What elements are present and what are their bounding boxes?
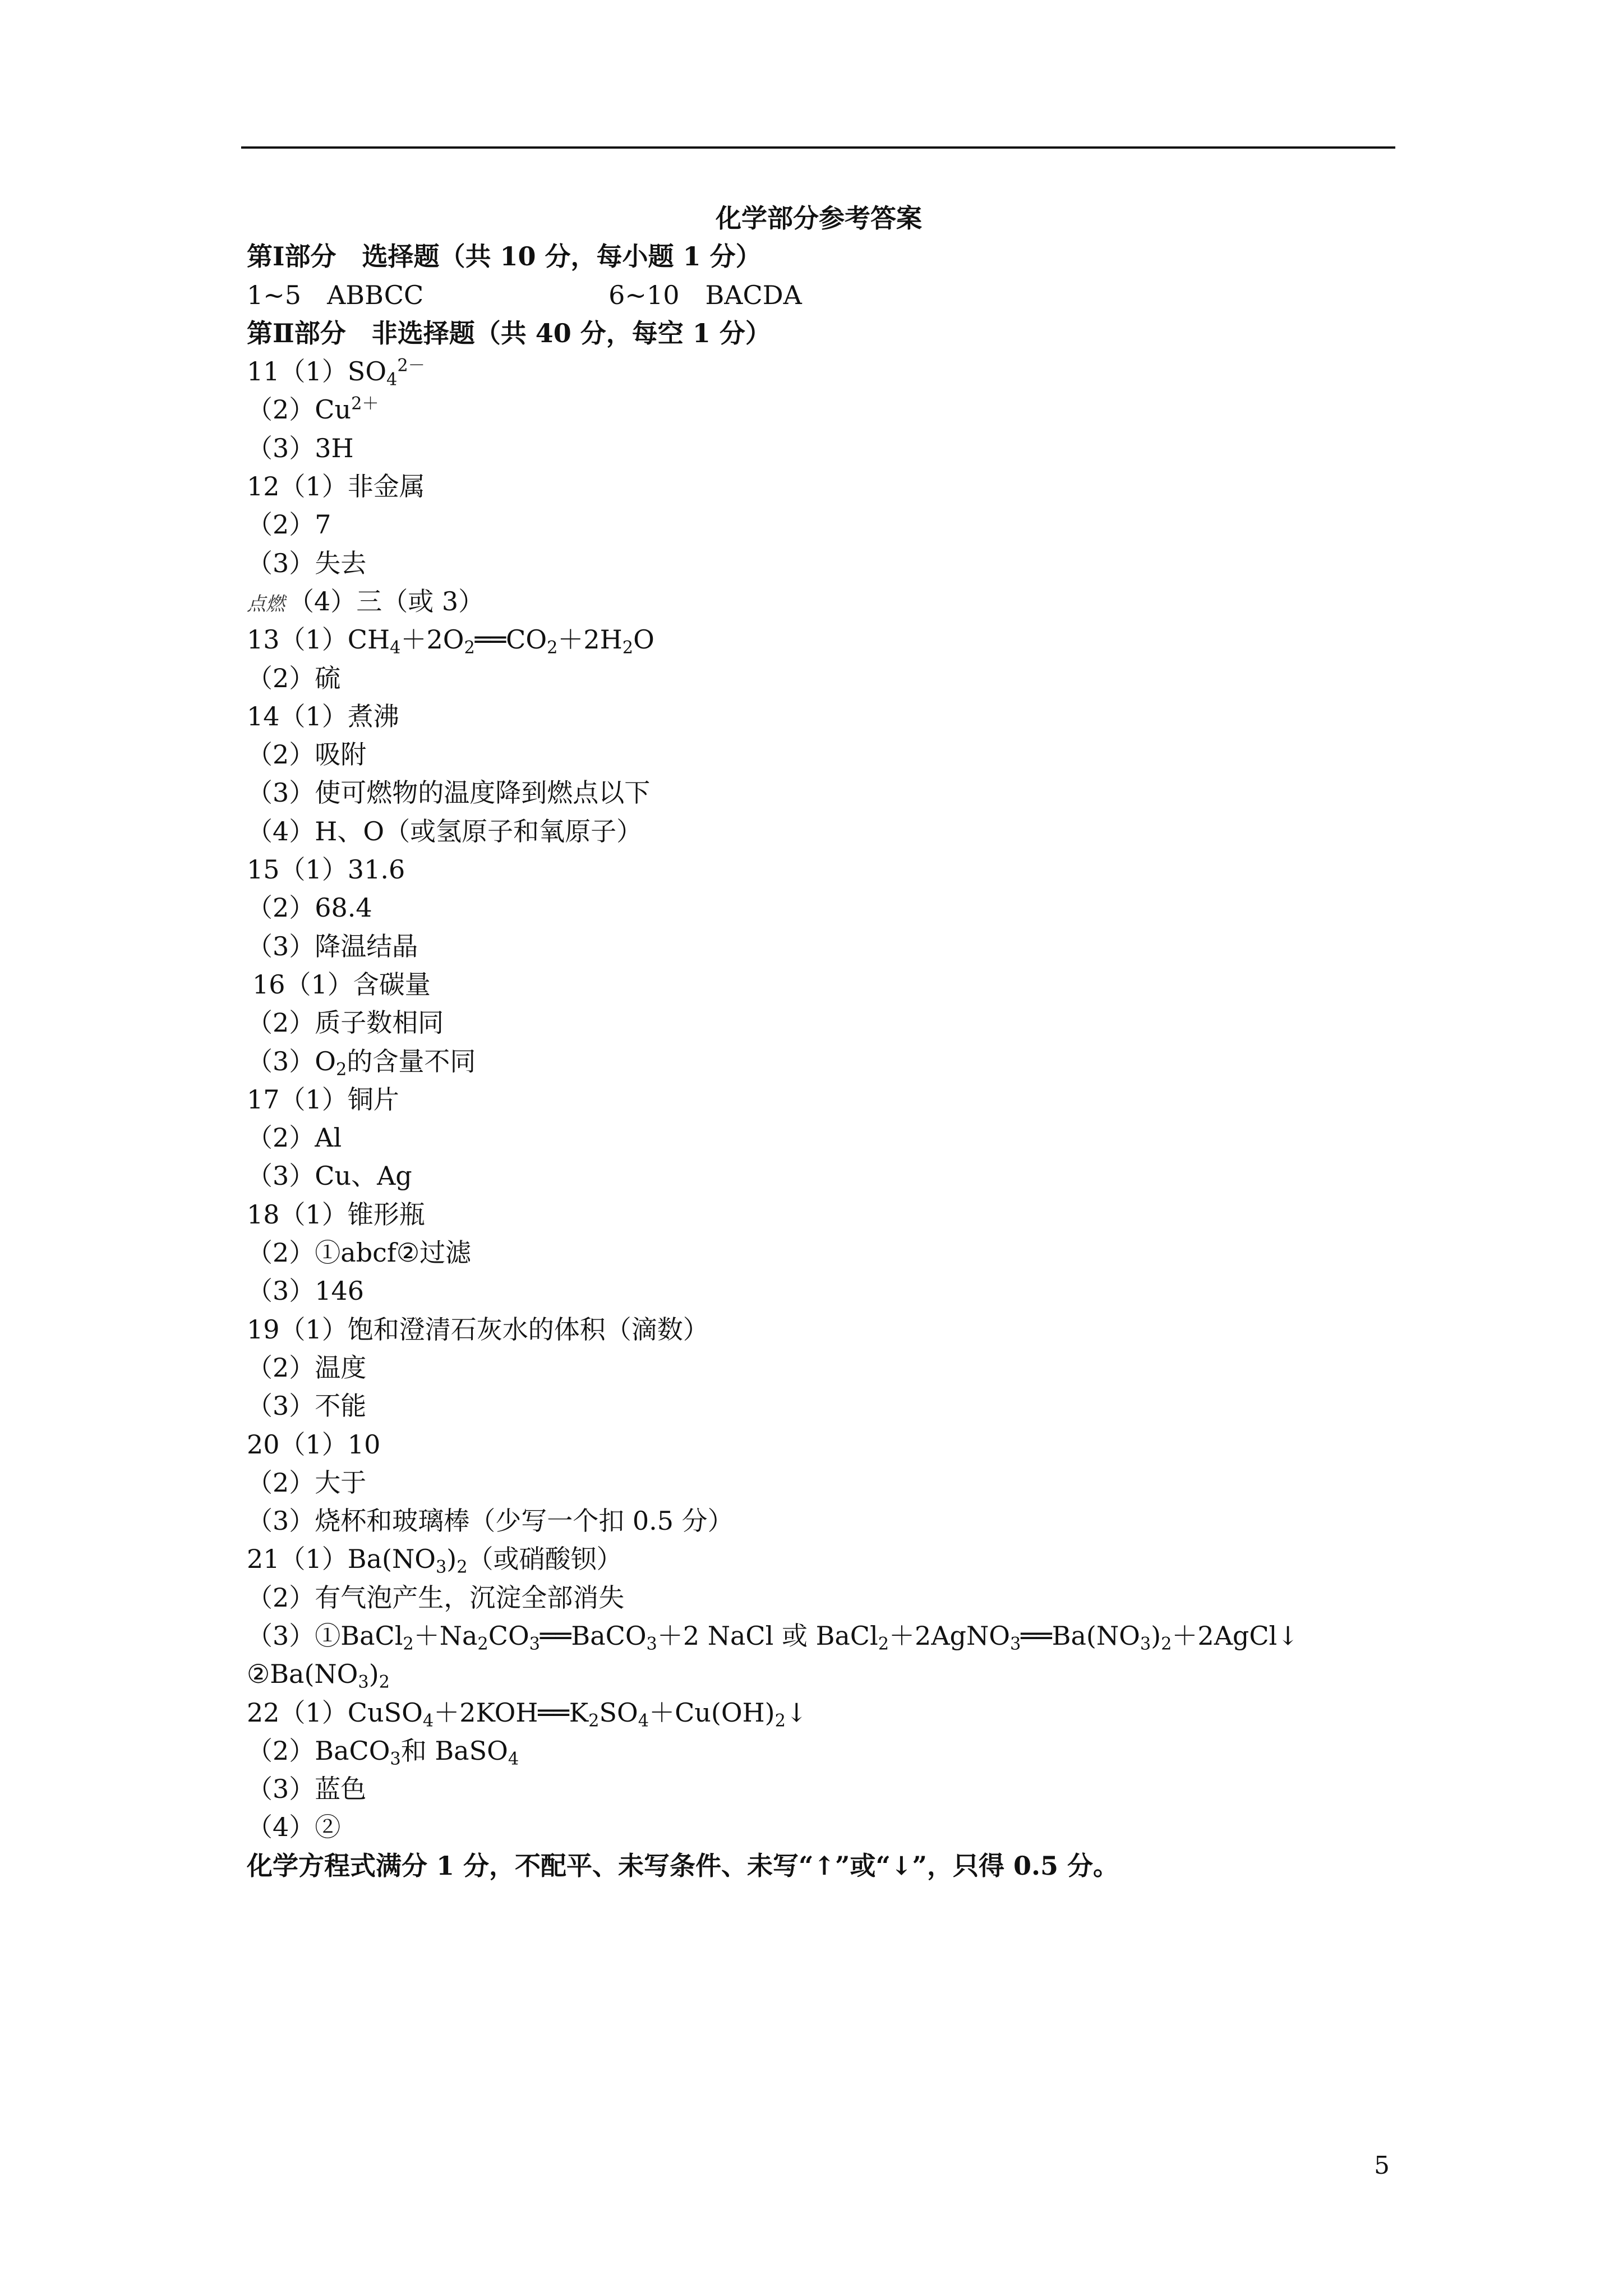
q12-2: （2）7 [247,509,331,540]
q16-1: 16（1）含碳量 [252,969,431,1000]
header-rule [241,146,1395,149]
q18-2: （2）①abcf②过滤 [247,1237,472,1268]
q17-1: 17（1）铜片 [247,1084,399,1115]
q13-2: （2）硫 [247,662,341,693]
q12-1: 12（1）非金属 [247,471,425,502]
q15-2: （2）68.4 [247,892,372,923]
q11-2: $(2)Cu^{2+}$ [247,394,379,425]
q22-4: （4）② [247,1812,341,1843]
q21-4: $②Ba(NO_3)_2$ [247,1659,390,1692]
page-number: 5 [1374,2151,1390,2180]
q12-3: （3）失去 [247,547,367,578]
page-title: 化学部分参考答案 [716,203,922,233]
answer-key [247,199,1413,1885]
part2-heading: 第Ⅱ部分 非选择题（共 40 分，每空 1 分） [247,318,771,348]
q15-3: （3）降温结晶 [247,931,418,961]
q17-3: （3）Cu、Ag [247,1161,412,1191]
q22-1: $22(1)CuSO_4+2KOH══K_2SO_4+Cu(OH)_2↓$ [247,1697,808,1731]
choice-range2: 6~10 BACDA [608,279,802,310]
q14-2: （2）吸附 [247,739,367,770]
q16-3: $(3)O_2$的含量不同 [247,1046,476,1080]
q13-1: $13(1)CH_4+2O_2══CO_2+2H_2O$ [247,624,654,658]
q11-1: $11(1)SO_4^{2-}$ [247,356,426,390]
q19-1: 19（1）饱和澄清石灰水的体积（滴数） [247,1314,709,1345]
q22-3: （3）蓝色 [247,1774,367,1805]
choice-range1: 1~5 ABBCC [247,279,424,310]
q19-3: （3）不能 [247,1391,367,1421]
q20-2: （2）大于 [247,1467,367,1498]
q12-4: 点燃 （4）三（或 3） [247,586,485,616]
q20-3: （3）烧杯和玻璃棒（少写一个扣 0.5 分） [247,1506,734,1536]
q21-3: $(3)①BaCl_2+Na_2CO_3══BaCO_3+2$ NaCl 或 $BaCl_2+2AgNO_3══Ba(NO_3)_2+2AgCl↓$ [247,1620,1299,1654]
ignition-mark: 点燃 [247,592,285,615]
q18-1: 18（1）锥形瓶 [247,1199,425,1230]
part1-heading: 第Ⅰ部分 选择题（共 10 分，每小题 1 分） [247,241,762,272]
q15-1: 15（1）31.6 [247,854,405,885]
q14-3: （3）使可燃物的温度降到燃点以下 [247,777,651,808]
q17-2: （2）Al [247,1122,342,1153]
q21-1: $21(1)Ba(NO_3)_2$（或硝酸钡） [247,1544,623,1577]
scoring-note: 化学方程式满分 1 分，不配平、未写条件、未写“↑”或“↓”，只得 0.5 分。 [247,1850,1119,1881]
q14-4: （4）H、O（或氢原子和氧原子） [247,816,643,846]
q19-2: （2）温度 [247,1352,367,1383]
q21-2: （2）有气泡产生，沉淀全部消失 [247,1582,625,1613]
choice-answers [247,276,1413,314]
q20-1: 20（1）10 [247,1429,381,1460]
q16-2: （2）质子数相同 [247,1007,444,1038]
q18-3: （3）146 [247,1276,365,1306]
q22-2: （2）BaCO$_3$和 BaSO$_4$ [247,1735,519,1769]
q11-3: （3）3H [247,432,354,463]
q14-1: 14（1）煮沸 [247,701,399,731]
